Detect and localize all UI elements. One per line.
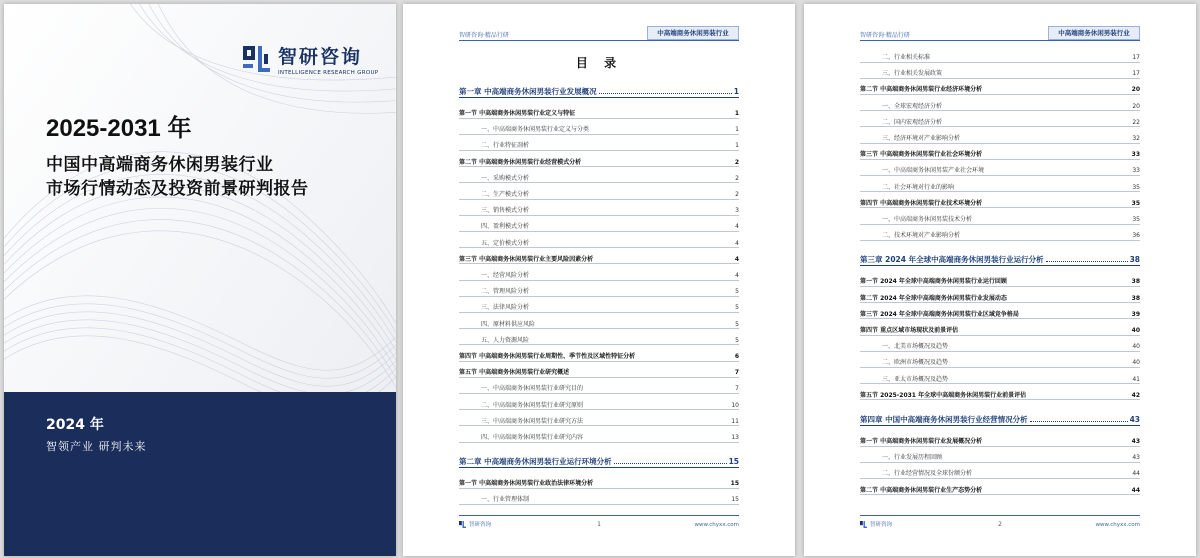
toc-row-divider — [860, 462, 1140, 463]
toc-entry-label: 一、采购模式分析 — [481, 174, 530, 182]
toc-entry-label: 二、行业经营情况及全球份额分析 — [882, 470, 973, 478]
toc-leader-dots — [984, 86, 1130, 91]
toc-entry-page: 35 — [1132, 216, 1140, 223]
toc-leader-dots — [950, 375, 1130, 380]
toc-entry-label: 第一节 中高端商务休闲男装行业发展概况分析 — [860, 438, 983, 445]
toc-entry-page: 7 — [734, 369, 739, 377]
toc-entry-label: 五、定价模式分析 — [481, 239, 530, 247]
toc-entry-label: 四、中高端商务休闲男装行业研究内容 — [481, 434, 584, 441]
toc-row-divider — [860, 286, 1140, 287]
toc-leader-dots — [984, 199, 1130, 204]
toc-entry-label: 二、行业特征剖析 — [481, 142, 530, 150]
toc-row-divider — [459, 118, 739, 119]
toc-item-entry[interactable] — [459, 189, 739, 198]
toc-leader-dots — [950, 359, 1130, 364]
toc-entry-label: 第二章 中高端商务休闲男装行业运行环境分析 — [459, 457, 612, 467]
toc-item-entry[interactable] — [459, 335, 739, 344]
footer-divider — [459, 515, 739, 516]
toc-leader-dots — [984, 438, 1130, 443]
toc-entry-label: 一、行业发展历程回顾 — [882, 454, 943, 462]
toc-leader-dots — [1021, 310, 1130, 315]
toc-entry-page: 42 — [1131, 391, 1140, 399]
toc-leader-dots — [599, 87, 732, 94]
toc-leader-dots — [531, 272, 733, 277]
toc-entry-page: 15 — [730, 480, 739, 488]
toc-entry-label: 第三节 中高端商务休闲男装行业主要风险因素分析 — [459, 255, 594, 263]
toc-entry-page: 38 — [1129, 255, 1140, 265]
toc-row-divider — [459, 199, 739, 200]
toc-item-entry[interactable] — [459, 416, 739, 425]
toc-entry-label: 三、行业相关发展政策 — [882, 70, 943, 78]
footer-website: www.chyxx.com — [694, 522, 739, 528]
toc-entry-page: 5 — [735, 288, 739, 296]
toc-leader-dots — [962, 232, 1130, 237]
page-number: 2 — [998, 521, 1002, 528]
toc-leader-dots — [531, 304, 733, 309]
toc-entry-label: 一、全球宏观经济分析 — [882, 102, 943, 110]
toc-row-divider — [860, 240, 1140, 241]
toc-chapter-entry[interactable] — [459, 456, 739, 467]
toc-row-divider — [860, 94, 1140, 95]
toc-item-entry[interactable] — [860, 117, 1140, 126]
toc-row-divider — [459, 150, 739, 151]
publish-year: 2024 年 — [46, 417, 104, 433]
toc-item-entry[interactable] — [459, 205, 739, 214]
toc-leader-dots — [984, 486, 1130, 491]
toc-section-entry[interactable] — [860, 436, 1140, 445]
toc-entry-label: 第四节 中高端商务休闲男装行业技术环境分析 — [860, 199, 983, 207]
logo-chinese-name: 智研咨询 — [278, 46, 363, 68]
toc-row-divider — [860, 224, 1140, 225]
toc-leader-dots — [960, 327, 1130, 332]
toc-chapter-entry[interactable] — [459, 86, 739, 97]
toc-entry-page: 1 — [735, 142, 739, 150]
toc-entry-page: 43 — [1129, 415, 1140, 424]
toc-section-entry[interactable] — [860, 293, 1140, 302]
toc-entry-label: 第一节 中高端商务休闲男装行业定义与特征 — [459, 110, 576, 117]
toc-section-entry[interactable] — [459, 108, 739, 117]
toc-entry-page: 3 — [735, 207, 739, 215]
toc-row-divider — [459, 328, 739, 329]
toc-section-entry[interactable] — [459, 351, 739, 360]
toc-leader-dots — [531, 336, 733, 341]
toc-entry-page: 17 — [1132, 70, 1140, 78]
toc-item-entry[interactable] — [459, 173, 739, 182]
toc-section-entry[interactable] — [860, 84, 1140, 93]
toc-row-divider — [860, 478, 1140, 479]
toc-entry-label: 一、北美市场概况及趋势 — [882, 343, 949, 351]
toc-title: 目 录 — [575, 56, 623, 70]
toc-leader-dots — [531, 223, 733, 228]
toc-row-divider — [860, 425, 1140, 426]
toc-leader-dots — [585, 385, 733, 390]
toc-item-entry[interactable] — [860, 182, 1140, 191]
toc-row-divider — [459, 312, 739, 313]
toc-row-divider — [860, 126, 1140, 127]
toc-row-divider — [459, 231, 739, 232]
toc-entry-page: 4 — [735, 272, 739, 279]
toc-leader-dots — [585, 401, 729, 406]
toc-row-divider — [459, 263, 739, 264]
report-title-line-2: 市场行情动态及投资前景研判报告 — [46, 179, 309, 199]
toc-leader-dots — [585, 417, 729, 422]
toc-leader-dots — [531, 496, 729, 501]
toc-section-entry[interactable] — [860, 325, 1140, 334]
toc-entry-page: 20 — [1131, 86, 1140, 94]
toc-item-entry[interactable] — [860, 230, 1140, 239]
toc-row-divider — [860, 62, 1140, 63]
toc-leader-dots — [944, 118, 1130, 123]
toc-item-entry[interactable] — [860, 133, 1140, 142]
toc-row-divider — [459, 215, 739, 216]
toc-entry-label: 第二节 中高端商务休闲男装行业经营模式分析 — [459, 158, 582, 166]
report-cover-page — [4, 4, 396, 556]
toc-entry-label: 二、欧洲市场概况及趋势 — [882, 359, 949, 367]
toc-row-divider — [860, 175, 1140, 176]
toc-entry-label: 第四章 中国中高端商务休闲男装行业经营情况分析 — [860, 415, 1028, 424]
toc-section-entry[interactable] — [860, 149, 1140, 158]
toc-entry-page: 15 — [728, 457, 739, 467]
toc-entry-page: 5 — [735, 304, 739, 312]
toc-leader-dots — [531, 191, 733, 196]
toc-leader-dots — [1009, 294, 1130, 299]
toc-item-entry[interactable] — [459, 383, 739, 392]
toc-entry-label: 第三节 2024 年全球中高端商务休闲男装行业区域竞争格局 — [860, 310, 1019, 318]
toc-entry-page: 10 — [731, 401, 739, 409]
toc-entry-page: 5 — [735, 320, 739, 328]
toc-leader-dots — [637, 353, 733, 358]
toc-entry-label: 第四节 重点区域市场现状及前景评估 — [860, 327, 959, 334]
toc-section-entry[interactable] — [459, 367, 739, 376]
toc-entry-label: 三、中高端商务休闲男装行业研究方法 — [481, 417, 584, 425]
toc-section-entry[interactable] — [459, 478, 739, 487]
toc-leader-dots — [944, 70, 1130, 75]
report-year-range: 2025-2031 年 — [46, 115, 192, 142]
page-number: 1 — [597, 521, 601, 528]
toc-entry-label: 四、原材料供应风险 — [481, 320, 536, 328]
toc-entry-label: 二、管理风险分析 — [481, 288, 530, 296]
toc-row-divider — [860, 383, 1140, 384]
toc-item-entry[interactable] — [459, 140, 739, 149]
toc-row-divider — [459, 134, 739, 135]
toc-item-entry[interactable] — [860, 101, 1140, 110]
footer-divider — [860, 515, 1140, 516]
toc-item-entry[interactable] — [860, 374, 1140, 383]
toc-entry-label: 三、经济环境对产业影响分析 — [882, 135, 961, 142]
toc-item-entry[interactable] — [459, 286, 739, 295]
toc-row-divider — [860, 302, 1140, 303]
toc-leader-dots — [1030, 415, 1128, 422]
toc-item-entry[interactable] — [860, 68, 1140, 77]
toc-entry-page: 15 — [731, 496, 739, 504]
toc-entry-label: 三、法律风险分析 — [481, 304, 530, 312]
toc-leader-dots — [1028, 391, 1130, 396]
toc-leader-dots — [595, 255, 733, 260]
toc-entry-label: 一、中高端商务休闲男装行业定义与分类 — [481, 126, 590, 134]
logo-mark-icon — [242, 44, 272, 74]
toc-row-divider — [459, 97, 739, 98]
toc-entry-label: 第二节 2024 年全球中高端商务休闲男装行业发展动态 — [860, 294, 1007, 302]
toc-leader-dots — [583, 158, 733, 163]
toc-entry-label: 第一节 2024 年全球中高端商务休闲男装行业运行回顾 — [860, 278, 1007, 286]
toc-leader-dots — [577, 110, 733, 115]
toc-row-divider — [459, 280, 739, 281]
toc-entry-page: 32 — [1132, 135, 1140, 142]
toc-entry-page: 17 — [1132, 54, 1140, 61]
toc-entry-page: 38 — [1131, 294, 1140, 302]
toc-leader-dots — [932, 54, 1130, 59]
toc-entry-label: 第三章 2024 年全球中高端商务休闲男装行业运行分析 — [860, 255, 1044, 265]
toc-page-1 — [403, 4, 795, 556]
toc-section-entry[interactable] — [860, 309, 1140, 318]
toc-entry-page: 11 — [731, 417, 739, 425]
toc-entry-label: 三、亚太市场概况及趋势 — [882, 375, 949, 383]
toc-item-entry[interactable] — [860, 214, 1140, 223]
toc-entry-page: 4 — [735, 239, 739, 247]
company-logo — [242, 42, 378, 76]
toc-entry-page: 6 — [734, 353, 739, 360]
footer-brand-text: 智研咨询 — [870, 522, 893, 528]
toc-entry-label: 一、行业管理体制 — [481, 496, 530, 504]
toc-row-divider — [459, 166, 739, 167]
toc-leader-dots — [537, 320, 733, 325]
toc-leader-dots — [1046, 256, 1128, 263]
toc-entry-page: 40 — [1131, 327, 1140, 334]
toc-item-entry[interactable] — [459, 270, 739, 279]
toc-item-entry[interactable] — [459, 238, 739, 247]
page-header-brand: 智研咨询·精品行研 — [459, 32, 509, 39]
toc-item-entry[interactable] — [459, 302, 739, 311]
toc-row-divider — [860, 191, 1140, 192]
toc-item-entry[interactable] — [459, 494, 739, 503]
toc-entry-page: 5 — [735, 336, 739, 344]
toc-row-divider — [860, 110, 1140, 111]
toc-leader-dots — [1009, 278, 1130, 283]
toc-entry-page: 39 — [1131, 310, 1140, 318]
toc-entry-page: 43 — [1131, 438, 1140, 445]
toc-leader-dots — [974, 216, 1130, 221]
toc-leader-dots — [962, 135, 1130, 140]
toc-entry-page: 4 — [734, 255, 739, 263]
company-slogan: 智领产业 研判未来 — [46, 440, 147, 453]
toc-entry-label: 二、技术环境对产业影响分析 — [882, 232, 961, 240]
toc-leader-dots — [595, 480, 729, 485]
toc-leader-dots — [986, 167, 1130, 172]
toc-entry-page: 44 — [1131, 486, 1140, 494]
toc-entry-label: 四、盈利模式分析 — [481, 223, 530, 231]
toc-row-divider — [860, 207, 1140, 208]
toc-leader-dots — [591, 126, 733, 131]
toc-leader-dots — [531, 288, 733, 293]
toc-row-divider — [459, 488, 739, 489]
toc-entry-label: 二、社会环境对行业的影响 — [882, 183, 955, 191]
toc-entry-label: 一、经营风险分析 — [481, 272, 530, 279]
page-header-industry-tag: 中高端商务休闲男装行业 — [1048, 26, 1140, 40]
toc-entry-page: 35 — [1132, 183, 1140, 191]
toc-entry-page: 38 — [1131, 278, 1140, 286]
toc-page-2 — [804, 4, 1196, 556]
toc-entry-label: 第四节 中高端商务休闲男装行业周期性、季节性及区域性特征分析 — [459, 353, 636, 360]
toc-entry-label: 五、人力资源风险 — [481, 336, 530, 344]
toc-entry-page: 4 — [735, 223, 739, 231]
toc-entry-page: 2 — [735, 174, 739, 182]
toc-entry-page: 40 — [1132, 359, 1140, 367]
toc-row-divider — [459, 409, 739, 410]
toc-row-divider — [459, 361, 739, 362]
toc-entry-page: 1 — [733, 87, 739, 96]
toc-leader-dots — [956, 183, 1130, 188]
toc-section-entry[interactable] — [459, 157, 739, 166]
toc-row-divider — [860, 265, 1140, 266]
toc-item-entry[interactable] — [459, 432, 739, 441]
toc-entry-label: 一、中高端商务休闲男装产业社会环境 — [882, 167, 985, 175]
toc-leader-dots — [531, 207, 733, 212]
toc-entry-page: 22 — [1132, 118, 1140, 126]
toc-entry-label: 二、中高端商务休闲男装行业研究原则 — [481, 401, 584, 409]
logo-english-name: INTELLIGENCE RESEARCH GROUP — [278, 70, 379, 76]
toc-section-entry[interactable] — [860, 276, 1140, 285]
toc-row-divider — [860, 335, 1140, 336]
toc-item-entry[interactable] — [860, 165, 1140, 174]
report-title-line-1: 中国中高端商务休闲男装行业 — [46, 155, 274, 175]
toc-item-entry[interactable] — [459, 221, 739, 230]
toc-entry-label: 第三节 中高端商务休闲男装行业社会环境分析 — [860, 151, 983, 159]
toc-leader-dots — [944, 454, 1130, 459]
toc-entry-page: 7 — [735, 385, 739, 393]
toc-leader-dots — [944, 102, 1130, 107]
toc-section-entry[interactable] — [459, 254, 739, 263]
toc-leader-dots — [950, 343, 1130, 348]
toc-row-divider — [459, 296, 739, 297]
toc-entry-page: 1 — [734, 110, 739, 117]
toc-leader-dots — [585, 434, 729, 439]
toc-row-divider — [860, 399, 1140, 400]
toc-chapter-entry[interactable] — [860, 254, 1140, 265]
toc-section-entry[interactable] — [860, 198, 1140, 207]
toc-leader-dots — [531, 239, 733, 244]
toc-entry-page: 13 — [731, 434, 739, 441]
toc-section-entry[interactable] — [860, 485, 1140, 494]
toc-row-divider — [459, 442, 739, 443]
toc-leader-dots — [974, 470, 1130, 475]
footer-website: www.chyxx.com — [1095, 522, 1140, 528]
toc-entry-page: 33 — [1132, 167, 1140, 175]
toc-entry-page: 2 — [734, 158, 739, 166]
toc-item-entry[interactable] — [860, 468, 1140, 477]
toc-section-entry[interactable] — [860, 390, 1140, 399]
toc-item-entry[interactable] — [860, 452, 1140, 461]
toc-entry-label: 第一章 中高端商务休闲男装行业发展概况 — [459, 87, 597, 96]
toc-entry-label: 第五节 2025-2031 年全球中高端商务休闲男装行业前景评估 — [860, 391, 1027, 399]
toc-entry-page: 36 — [1132, 232, 1140, 240]
page-header-industry-tag: 中高端商务休闲男装行业 — [647, 26, 739, 40]
toc-entry-page: 40 — [1132, 343, 1140, 351]
toc-row-divider — [860, 494, 1140, 495]
toc-entry-label: 一、中高端商务休闲男装行业研究目的 — [481, 385, 584, 393]
toc-item-entry[interactable] — [860, 52, 1140, 61]
toc-row-divider — [860, 78, 1140, 79]
toc-entry-label: 二、国内宏观经济分析 — [882, 118, 943, 126]
toc-list — [860, 4, 1140, 556]
toc-list — [459, 4, 739, 556]
toc-row-divider — [459, 344, 739, 345]
toc-row-divider — [860, 159, 1140, 160]
toc-row-divider — [860, 351, 1140, 352]
page-header-brand: 智研咨询·精品行研 — [860, 32, 910, 39]
toc-entry-page: 1 — [735, 126, 739, 134]
toc-row-divider — [860, 143, 1140, 144]
toc-entry-page: 41 — [1132, 375, 1140, 383]
toc-row-divider — [459, 504, 739, 505]
toc-leader-dots — [984, 151, 1130, 156]
toc-entry-page: 33 — [1131, 151, 1140, 159]
toc-row-divider — [459, 182, 739, 183]
toc-row-divider — [459, 377, 739, 378]
toc-entry-page: 2 — [735, 191, 739, 198]
toc-entry-page: 43 — [1132, 454, 1140, 462]
toc-item-entry[interactable] — [459, 124, 739, 133]
toc-chapter-entry[interactable] — [860, 414, 1140, 425]
toc-row-divider — [459, 425, 739, 426]
toc-entry-label: 三、销售模式分析 — [481, 207, 530, 215]
toc-entry-label: 一、中高端商务休闲男装技术分析 — [882, 216, 973, 223]
toc-row-divider — [860, 446, 1140, 447]
toc-leader-dots — [531, 174, 733, 179]
toc-entry-page: 44 — [1132, 470, 1140, 478]
toc-item-entry[interactable] — [860, 357, 1140, 366]
toc-entry-label: 二、行业相关标准 — [882, 54, 931, 61]
toc-entry-label: 第二节 中高端商务休闲男装行业经济环境分析 — [860, 86, 983, 94]
toc-entry-label: 第五节 中高端商务休闲男装行业研究概述 — [459, 369, 570, 377]
toc-leader-dots — [614, 457, 727, 464]
toc-row-divider — [459, 247, 739, 248]
toc-row-divider — [459, 393, 739, 394]
toc-entry-label: 第一节 中高端商务休闲男装行业政治法律环境分析 — [459, 480, 594, 488]
toc-entry-label: 第二节 中高端商务休闲男装行业生产态势分析 — [860, 486, 983, 494]
toc-leader-dots — [571, 369, 733, 374]
cover-footer-band — [4, 392, 396, 556]
toc-row-divider — [459, 467, 739, 468]
toc-entry-label: 二、生产模式分析 — [481, 191, 530, 198]
toc-item-entry[interactable] — [459, 319, 739, 328]
toc-item-entry[interactable] — [459, 400, 739, 409]
toc-row-divider — [860, 367, 1140, 368]
toc-row-divider — [860, 318, 1140, 319]
toc-item-entry[interactable] — [860, 341, 1140, 350]
footer-brand-text: 智研咨询 — [469, 522, 492, 528]
toc-entry-page: 20 — [1132, 102, 1140, 110]
toc-entry-page: 35 — [1131, 199, 1140, 207]
toc-leader-dots — [531, 142, 733, 147]
